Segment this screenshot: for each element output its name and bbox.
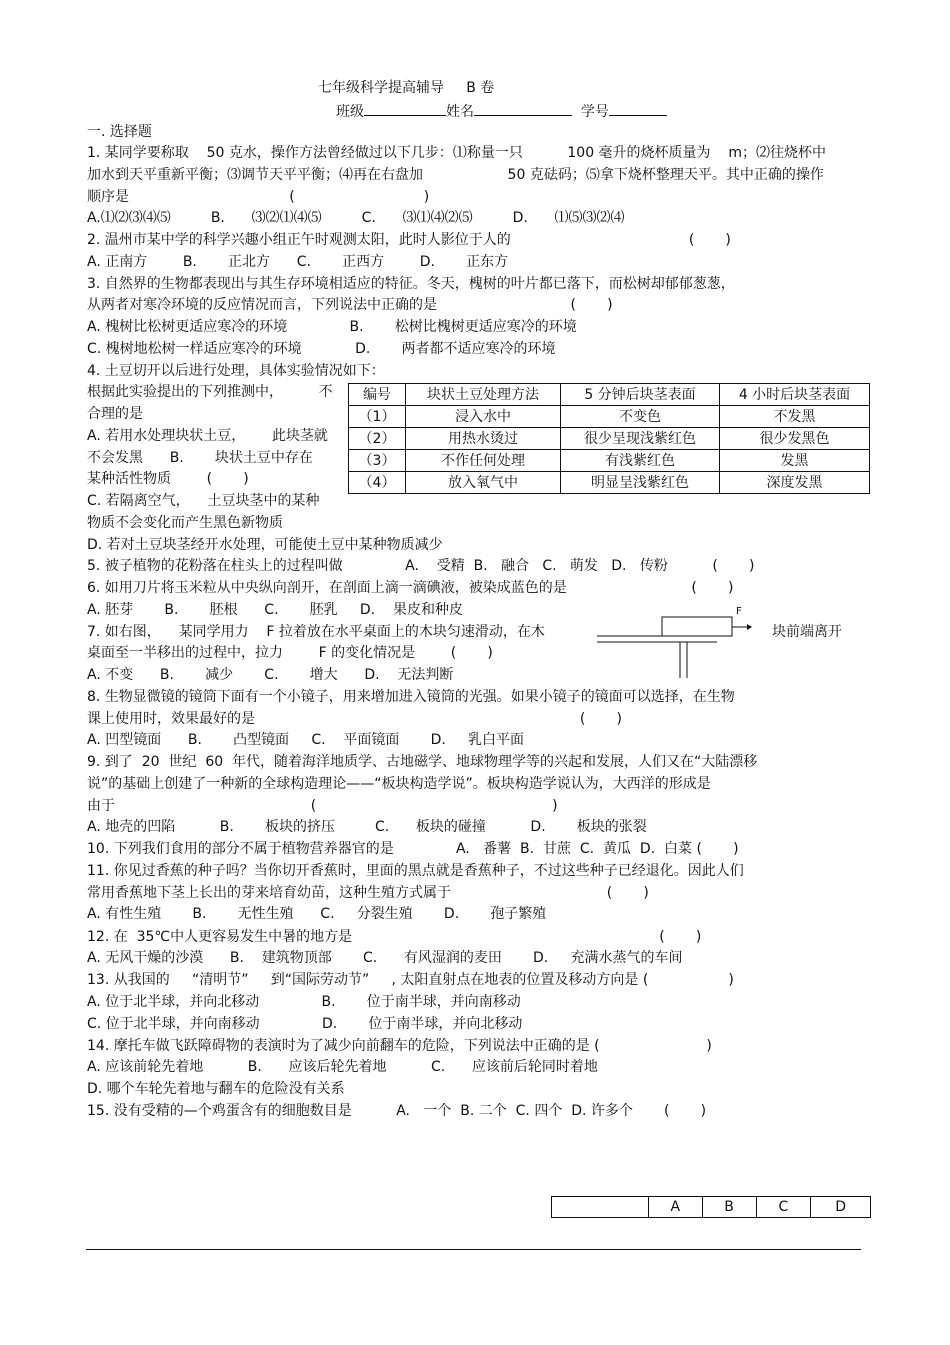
answer-grid-cell: A	[649, 1197, 703, 1218]
q13-options-cd: C. 位于北半球，并向南移动 D. 位于南半球，并向北移动	[87, 1016, 523, 1032]
q9-options: A. 地壳的凹陷 B. 板块的挤压 C. 板块的碰撞 D. 板块的张裂	[87, 819, 647, 835]
q15-stem: 15. 没有受精的—个鸡蛋含有的细胞数目是 A. 一个 B. 二个 C. 四个 D. 许多个 ( )	[87, 1103, 707, 1119]
q8-options: A. 凹型镜面 B. 凸型镜面 C. 平面镜面 D. 乳白平面	[87, 732, 525, 748]
q9-line2: 说”的基础上创建了一种新的全球构造理论——“板块构造学说”。板块构造学说认为，大西洋的形成是	[87, 776, 711, 792]
q4-stem: 4. 土豆切开以后进行处理，具体实验情况如下：	[87, 363, 385, 379]
answer-grid-cell: C	[756, 1197, 811, 1218]
class-blank[interactable]	[364, 101, 446, 116]
q4-text-7: 物质不会变化而产生黑色新物质	[87, 515, 283, 531]
q14-option-d: D. 哪个车轮先着地与翻车的危险没有关系	[87, 1081, 345, 1097]
q4-text-3: A. 若用水处理块状土豆， 此块茎就	[87, 428, 328, 444]
q6-stem: 6. 如用刀片将玉米粒从中央纵向剖开，在剖面上滴一滴碘液，被染成蓝色的是 ( )	[87, 580, 734, 596]
q12-options: A. 无风干燥的沙漠 B. 建筑物顶部 C. 有风湿润的麦田 D. 充满水蒸气的车间	[87, 950, 683, 966]
q1-line2: 加水到天平重新平衡；⑶调节天平平衡；⑷再在右盘加 50 克砝码；⑸拿下烧杯整理天平。其中正确的操作	[87, 167, 824, 183]
block-on-table-figure	[597, 603, 757, 681]
q11-line2: 常用香蕉地下茎上长出的芽来培育幼苗，这种生殖方式属于 ( )	[87, 885, 649, 901]
table-top-diagram	[597, 636, 717, 678]
table-cell: 有浅紫红色	[561, 450, 720, 472]
q4-option-d: D. 若对土豆块茎经开水处理，可能使土豆中某种物质减少	[87, 537, 443, 553]
name-blank[interactable]	[474, 101, 572, 116]
potato-experiment-table	[348, 383, 870, 494]
page-title: 七年级科学提高辅导 B 卷	[318, 80, 495, 96]
table-cell: 很少发黑色	[720, 428, 870, 450]
answer-grid-row	[552, 1197, 871, 1218]
answer-grid-cell: D	[811, 1197, 871, 1218]
q1-options: A.⑴⑵⑶⑷⑸ B. ⑶⑵⑴⑷⑸ C. ⑶⑴⑷⑵⑸ D. ⑴⑸⑶⑵⑷	[87, 210, 625, 226]
q11-line1: 11. 你见过香蕉的种子吗？当你切开香蕉时，里面的黑点就是香蕉种子，不过这些种子已经退化。因此人们	[87, 863, 744, 879]
table-cell: 不发黑	[720, 406, 870, 428]
q13-stem: 13. 从我国的 “清明节” 到“国际劳动节” , 太阳直射点在地表的位置及移动方向是 ( )	[87, 972, 734, 988]
q12-stem: 12. 在 35℃中人更容易发生中暑的地方是 ( )	[87, 929, 702, 945]
q4-text-1: 根据此实验提出的下列推测中， 不	[87, 384, 333, 400]
name-label: 姓名	[446, 104, 474, 120]
q7-line1: 7. 如右图， 某同学用力 F 拉着放在水平桌面上的木块匀速滑动，在木	[87, 624, 545, 640]
table-header-cell: 块状土豆处理方法	[406, 384, 561, 406]
table-row	[349, 472, 870, 494]
q8-line1: 8. 生物显微镜的镜筒下面有一个小镜子，用来增加进入镜筒的光强。如果小镜子的镜面可以选择，在生物	[87, 689, 735, 705]
q5-stem: 5. 被子植物的花粉落在柱头上的过程叫做 A. 受精 B. 融合 C. 萌发 D. 传粉 ( )	[87, 558, 755, 574]
table-cell: 不作任何处理	[406, 450, 561, 472]
q9-line1: 9. 到了 20 世纪 60 年代，随着海洋地质学、古地磁学、地球物理学等的兴起和发展，人们又在“大陆漂移	[87, 754, 758, 770]
q3-line2: 从两者对寒冷环境的反应情况而言，下列说法中正确的是 ( )	[87, 297, 613, 313]
q4-text-5: 某种活性物质 ( )	[87, 471, 249, 487]
table-cell: 很少呈现浅紫红色	[561, 428, 720, 450]
q1-line1: 1. 某同学要称取 50 克水，操作方法曾经做过以下几步：⑴称量一只 100 毫升的烧杯质量为 m；⑵往烧杯中	[87, 145, 826, 161]
q3-options-ab: A. 槐树比松树更适应寒冷的环境 B. 松树比槐树更适应寒冷的环境	[87, 319, 577, 335]
q9-line3: 由于 ( )	[87, 798, 558, 814]
arrowhead-icon	[747, 624, 752, 630]
q10-stem: 10. 下列我们食用的部分不属于植物营养器官的是 A. 番薯 B. 甘蔗 C. 黄瓜 D. 白菜 ( )	[87, 841, 739, 857]
q8-line2: 课上使用时，效果最好的是 ( )	[87, 711, 622, 727]
force-label: F	[736, 606, 742, 617]
q3-options-cd: C. 槐树地松树一样适应寒冷的环境 D. 两者都不适应寒冷的环境	[87, 341, 556, 357]
table-cell: （4）	[349, 472, 406, 494]
class-label: 班级	[336, 104, 364, 120]
q4-text-2: 合理的是	[87, 406, 143, 422]
table-header-cell: 4 小时后块茎表面	[720, 384, 870, 406]
table-cell: 放入氧气中	[406, 472, 561, 494]
table-cell: （2）	[349, 428, 406, 450]
wooden-block	[662, 617, 732, 636]
q1-line3: 顺序是 ( )	[87, 189, 430, 205]
q14-options-abc: A. 应该前轮先着地 B. 应该后轮先着地 C. 应该前后轮同时着地	[87, 1059, 598, 1075]
table-cell: 不变色	[561, 406, 720, 428]
table-row	[349, 406, 870, 428]
q11-options: A. 有性生殖 B. 无性生殖 C. 分裂生殖 D. 孢子繁殖	[87, 906, 547, 922]
table-header-cell: 编号	[349, 384, 406, 406]
q7-line1-tail: 块前端离开	[772, 624, 842, 640]
table-cell: （3）	[349, 450, 406, 472]
student-info-line	[336, 101, 667, 121]
table-row	[349, 428, 870, 450]
table-row	[349, 450, 870, 472]
q2-options: A. 正南方 B. 正北方 C. 正西方 D. 正东方	[87, 254, 509, 270]
answer-grid-cell: B	[702, 1197, 756, 1218]
table-cell: 用热水烫过	[406, 428, 561, 450]
answer-grid-blank-cell[interactable]	[552, 1197, 649, 1218]
number-label: 学号	[580, 104, 609, 120]
q13-options-ab: A. 位于北半球，并向北移动 B. 位于南半球，并向南移动	[87, 994, 521, 1010]
q2-stem: 2. 温州市某中学的科学兴趣小组正午时观测太阳，此时人影位于人的 ( )	[87, 232, 731, 248]
table-cell: 深度发黑	[720, 472, 870, 494]
q14-stem: 14. 摩托车做飞跃障碍物的表演时为了减少向前翻车的危险，下列说法中正确的是 ( )	[87, 1038, 712, 1054]
q4-text-6: C. 若隔离空气， 土豆块茎中的某种	[87, 493, 320, 509]
q7-line2: 桌面至一半移出的过程中，拉力 F 的变化情况是 ( )	[87, 645, 493, 661]
table-cell: 明显呈浅紫红色	[561, 472, 720, 494]
table-cell: 浸入水中	[406, 406, 561, 428]
q3-line1: 3. 自然界的生物都表现出与其生存环境相适应的特征。冬天，槐树的叶片都已落下，而松树却郁郁葱葱，	[87, 276, 735, 292]
q7-options: A. 不变 B. 减少 C. 增大 D. 无法判断	[87, 667, 454, 683]
q4-text-4: 不会发黑 B. 块状土豆中存在	[87, 450, 313, 466]
number-blank[interactable]	[609, 101, 667, 116]
table-header-row	[349, 384, 870, 406]
section-heading: 一. 选择题	[87, 124, 152, 140]
bottom-divider	[86, 1249, 861, 1250]
table-cell: （1）	[349, 406, 406, 428]
q6-options: A. 胚芽 B. 胚根 C. 胚乳 D. 果皮和种皮	[87, 602, 463, 618]
table-header-cell: 5 分钟后块茎表面	[561, 384, 720, 406]
answer-grid	[551, 1196, 871, 1218]
table-cell: 发黑	[720, 450, 870, 472]
